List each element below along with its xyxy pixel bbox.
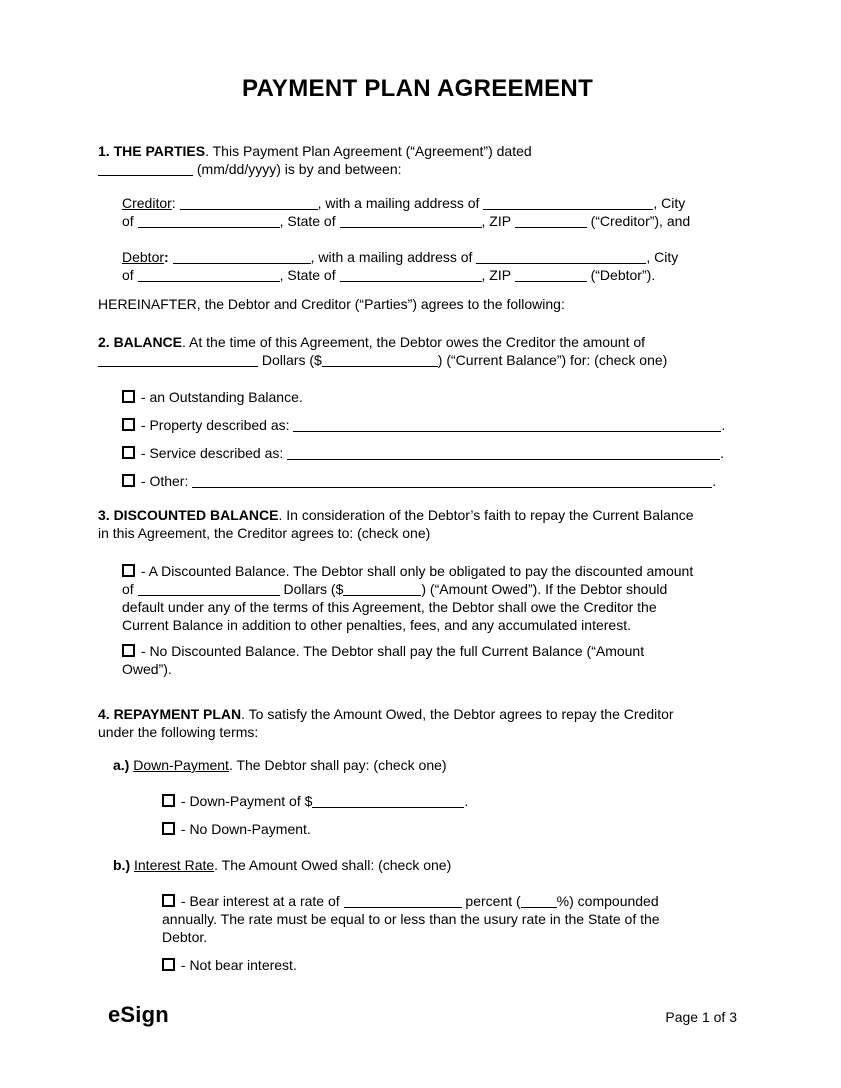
blank-field[interactable] — [515, 213, 587, 228]
text-run: ) (“Amount Owed”). If the Debtor should — [421, 581, 668, 597]
text-line — [122, 616, 737, 634]
text-run: of — [122, 581, 138, 597]
text-run: . The Amount Owed shall: (check one) — [214, 857, 452, 873]
blank-field[interactable] — [180, 195, 318, 210]
text-run: . In consideration of the Debtor’s faith to repay the Current Balance — [278, 507, 694, 523]
text-line — [98, 295, 737, 313]
text-run: - A Discounted Balance. The Debtor shall only be obligated to pay the discounted amount — [137, 563, 694, 579]
text-run: (mm/dd/yyyy) is by and between: — [193, 161, 402, 177]
text-line — [122, 598, 737, 616]
text-run: , ZIP — [481, 213, 515, 229]
paragraph-hereinafter — [98, 295, 737, 313]
blank-field[interactable] — [312, 793, 464, 808]
checkbox-icon[interactable] — [122, 418, 135, 431]
text-run: of — [122, 213, 138, 229]
paragraph-creditor — [122, 194, 737, 230]
text-run: under the following terms: — [98, 724, 259, 740]
blank-field[interactable] — [521, 893, 557, 908]
text-run: Interest Rate — [134, 857, 215, 873]
balance-option-service — [122, 444, 737, 462]
text-line — [122, 660, 737, 678]
blank-field[interactable] — [483, 195, 653, 210]
text-run: . At the time of this Agreement, the Debtor owes the Creditor the amount of — [182, 334, 646, 350]
text-run: (“Creditor”), and — [586, 213, 691, 229]
text-run: annually. The rate must be equal to or less than the usury rate in the State of the — [162, 911, 660, 927]
blank-field[interactable] — [322, 352, 438, 367]
text-line — [122, 266, 737, 284]
text-run: - Not bear interest. — [177, 957, 297, 973]
blank-field[interactable] — [138, 581, 280, 596]
text-run: . — [721, 417, 726, 433]
text-run: . — [464, 793, 469, 809]
option-no-discounted-balance — [122, 642, 737, 678]
option-not-bear-interest — [162, 956, 737, 974]
text-run: , State of — [279, 213, 340, 229]
checkbox-icon[interactable] — [122, 446, 135, 459]
blank-field[interactable] — [340, 213, 482, 228]
text-run: - Other: — [137, 473, 193, 489]
text-run: , with a mailing address of — [310, 249, 477, 265]
text-line — [98, 160, 737, 178]
page-title: PAYMENT PLAN AGREEMENT — [241, 75, 594, 102]
text-line — [98, 333, 737, 351]
text-run: Debtor — [122, 249, 165, 265]
checkbox-icon[interactable] — [162, 958, 175, 971]
text-run: 3. DISCOUNTED BALANCE — [98, 507, 279, 523]
text-run: , ZIP — [481, 267, 515, 283]
text-line — [113, 756, 737, 774]
text-run: %) compounded — [556, 893, 659, 909]
text-run: - an Outstanding Balance. — [137, 389, 303, 405]
text-line — [122, 416, 737, 434]
text-run: of — [122, 267, 138, 283]
blank-field[interactable] — [173, 249, 311, 264]
text-run: . To satisfy the Amount Owed, the Debtor agrees to repay the Creditor — [241, 706, 674, 722]
text-run: . — [720, 445, 725, 461]
text-run: Dollars ($ — [258, 352, 322, 368]
blank-field[interactable] — [192, 473, 712, 488]
text-run: default under any of the terms of this Agreement, the Debtor shall owe the Creditor the — [122, 599, 657, 615]
text-run: Creditor — [122, 195, 172, 211]
text-line — [162, 910, 737, 928]
text-run: percent ( — [461, 893, 521, 909]
subsection-down-payment — [113, 756, 737, 774]
blank-field[interactable] — [98, 352, 258, 367]
blank-field[interactable] — [138, 213, 280, 228]
text-run: - No Down-Payment. — [177, 821, 311, 837]
text-run: - Down-Payment of $ — [177, 793, 313, 809]
checkbox-icon[interactable] — [162, 794, 175, 807]
text-run: - Property described as: — [137, 417, 294, 433]
text-line — [98, 142, 737, 160]
balance-option-other — [122, 472, 737, 490]
balance-option-property — [122, 416, 737, 434]
text-line — [162, 956, 737, 974]
text-line — [162, 928, 737, 946]
text-run: ) (“Current Balance”) for: (check one) — [437, 352, 668, 368]
text-run: HEREINAFTER, the Debtor and Creditor (“Parties”) agrees to the following: — [98, 296, 565, 312]
text-line — [122, 248, 737, 266]
blank-field[interactable] — [344, 893, 462, 908]
text-run: . The Debtor shall pay: (check one) — [228, 757, 447, 773]
subsection-interest-rate — [113, 856, 737, 874]
page-footer — [108, 1002, 737, 1027]
blank-field[interactable] — [476, 249, 646, 264]
paragraph-debtor — [122, 248, 737, 284]
text-run: : — [171, 195, 180, 211]
text-line — [113, 856, 737, 874]
text-run: 1. THE PARTIES — [98, 143, 206, 159]
checkbox-icon[interactable] — [122, 390, 135, 403]
text-run: , City — [646, 249, 679, 265]
section-repayment-plan — [98, 705, 737, 741]
blank-field[interactable] — [515, 267, 587, 282]
text-run: - Bear interest at a rate of — [177, 893, 344, 909]
text-line — [98, 506, 737, 524]
text-run: Debtor. — [162, 929, 208, 945]
checkbox-icon[interactable] — [122, 474, 135, 487]
text-run: a.) — [113, 757, 130, 773]
page-number: Page 1 of 3 — [665, 1009, 737, 1025]
text-run: Current Balance in addition to other penalties, fees, and any accumulated interest. — [122, 617, 631, 633]
text-line — [122, 472, 737, 490]
blank-field[interactable] — [98, 161, 193, 176]
option-discounted-balance — [122, 562, 737, 634]
section-parties — [98, 142, 737, 178]
option-down-payment — [162, 792, 737, 810]
text-run: 2. BALANCE — [98, 334, 183, 350]
text-run: : — [164, 249, 169, 265]
option-no-down-payment — [162, 820, 737, 838]
text-run: , City — [653, 195, 686, 211]
blank-field[interactable] — [138, 267, 280, 282]
text-line — [162, 792, 737, 810]
text-line — [98, 524, 737, 542]
checkbox-icon[interactable] — [122, 564, 135, 577]
section-discounted-balance — [98, 506, 737, 542]
text-line — [122, 562, 737, 580]
text-run: 4. REPAYMENT PLAN — [98, 706, 242, 722]
balance-option-outstanding — [122, 388, 737, 406]
blank-field[interactable] — [343, 581, 421, 596]
text-line — [122, 212, 737, 230]
text-line — [122, 388, 737, 406]
text-run: Down-Payment — [133, 757, 229, 773]
text-line — [162, 892, 737, 910]
text-run: , State of — [279, 267, 340, 283]
option-bear-interest — [162, 892, 737, 946]
esign-logo: eSign — [108, 1002, 169, 1027]
text-line — [122, 642, 737, 660]
blank-field[interactable] — [287, 445, 720, 460]
text-run: Owed”). — [122, 661, 172, 677]
text-line — [98, 351, 737, 369]
text-run: b.) — [113, 857, 131, 873]
text-line — [98, 705, 737, 723]
text-line — [122, 194, 737, 212]
checkbox-icon[interactable] — [162, 894, 175, 907]
checkbox-icon[interactable] — [122, 644, 135, 657]
text-run: - No Discounted Balance. The Debtor shall pay the full Current Balance (“Amount — [137, 643, 645, 659]
text-line — [122, 580, 737, 598]
text-run: . This Payment Plan Agreement (“Agreement”) dated — [205, 143, 532, 159]
text-line — [98, 723, 737, 741]
text-run: in this Agreement, the Creditor agrees to: (check one) — [98, 525, 431, 541]
text-run: Dollars ($ — [279, 581, 344, 597]
section-balance — [98, 333, 737, 369]
text-line — [162, 820, 737, 838]
blank-field[interactable] — [340, 267, 482, 282]
checkbox-icon[interactable] — [162, 822, 175, 835]
text-run: - Service described as: — [137, 445, 288, 461]
text-run: (“Debtor”). — [586, 267, 656, 283]
text-line — [122, 444, 737, 462]
blank-field[interactable] — [293, 417, 721, 432]
text-run: . — [712, 473, 717, 489]
text-run: , with a mailing address of — [317, 195, 484, 211]
